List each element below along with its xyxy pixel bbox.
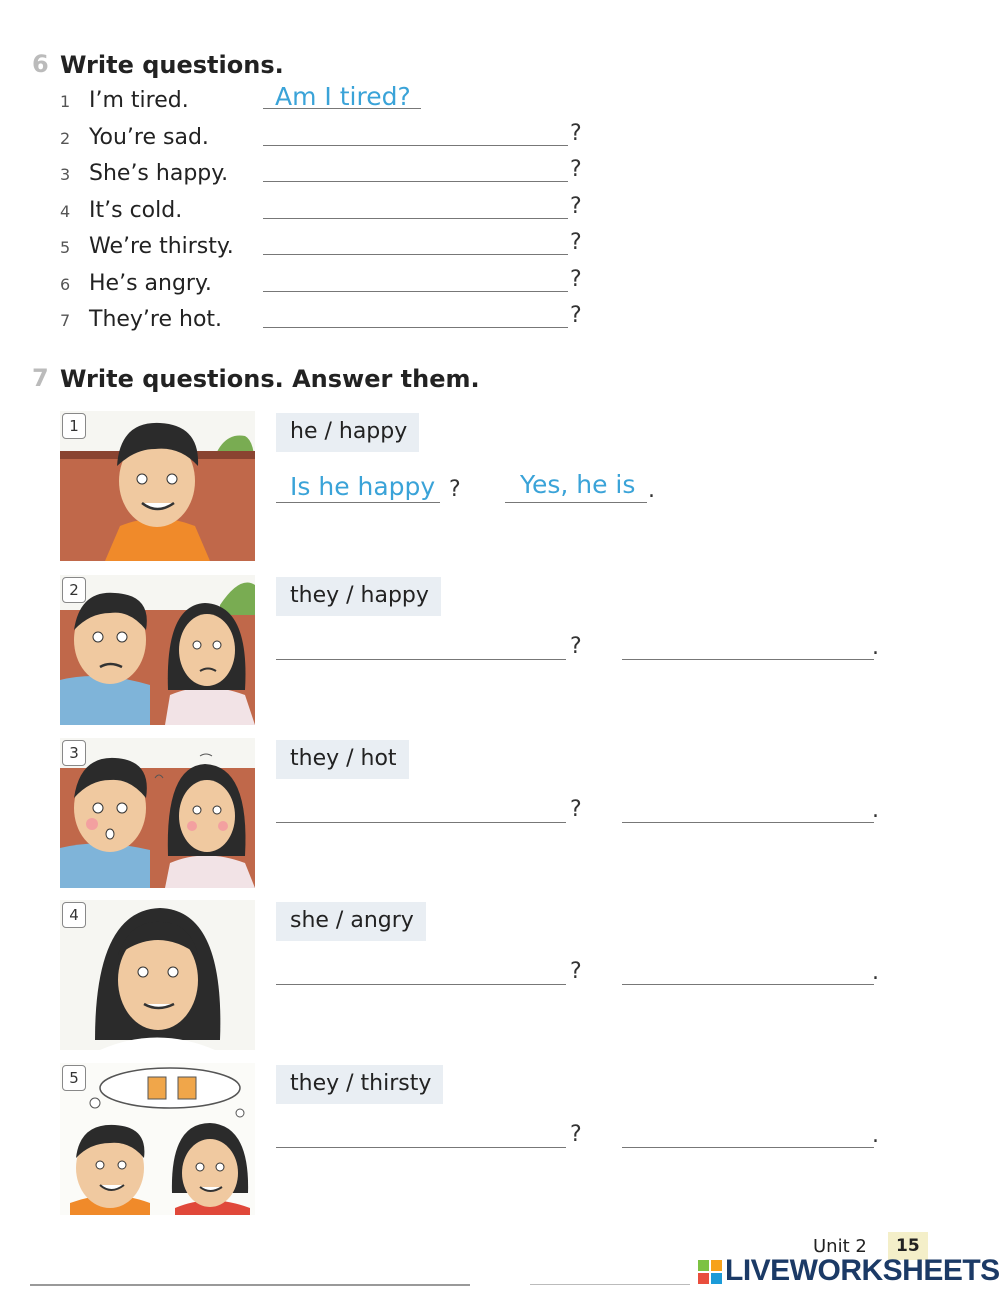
bottom-rule-2	[530, 1284, 690, 1285]
exercise-7-question-input[interactable]	[278, 1119, 568, 1147]
woman-angry-illustration	[60, 900, 255, 1050]
question-mark: ?	[570, 1122, 582, 1147]
exercise-6-item-number: 3	[60, 165, 71, 184]
exercise-6-item-sentence: She’s happy.	[89, 161, 229, 186]
question-mark: ?	[570, 797, 582, 822]
exercise-6-item-number: 5	[60, 238, 71, 257]
couple-sad-illustration	[60, 575, 255, 725]
page-number: 15	[888, 1232, 928, 1260]
question-mark: ?	[570, 230, 582, 255]
exercise-6-answer-input[interactable]	[265, 228, 569, 256]
exercise-6-item-number: 1	[60, 92, 71, 111]
picture-5-kids-thirsty	[60, 1063, 255, 1215]
exercise-7-question-line	[276, 822, 566, 823]
exercise-7-answer-input[interactable]	[624, 956, 874, 984]
exercise-7-prompt-5: they / thirsty	[276, 1065, 443, 1104]
picture-3-couple-hot	[60, 738, 255, 888]
exercise-7-prompt-4: she / angry	[276, 902, 426, 941]
exercise-6-item-sentence: I’m tired.	[89, 88, 189, 113]
question-mark: ?	[570, 634, 582, 659]
exercise-7-question-line	[276, 502, 440, 503]
exercise-6-item-sentence: It’s cold.	[89, 197, 183, 223]
picture-5-number: 5	[62, 1065, 86, 1091]
question-mark: ?	[570, 959, 582, 984]
exercise-7-number: 7	[32, 364, 49, 392]
question-mark: ?	[570, 266, 582, 292]
picture-2-number: 2	[62, 577, 86, 603]
exercise-6-example-answer: Am I tired?	[275, 82, 411, 111]
kids-thirsty-illustration	[60, 1063, 255, 1215]
period-mark: .	[872, 960, 879, 985]
exercise-6-number: 6	[32, 50, 49, 78]
boy-happy-illustration	[60, 411, 255, 561]
exercise-6-answer-input[interactable]	[265, 192, 569, 220]
exercise-6-answer-input[interactable]	[265, 301, 569, 329]
exercise-6-title: Write questions.	[60, 51, 284, 79]
exercise-6-item-sentence: You’re sad.	[89, 124, 209, 150]
exercise-7-answer-line	[622, 984, 874, 985]
picture-1-boy-happy	[60, 411, 255, 561]
exercise-7-answer-line	[622, 822, 874, 823]
couple-hot-illustration	[60, 738, 255, 888]
period-mark: .	[872, 635, 879, 660]
period-mark: .	[648, 478, 655, 503]
period-mark: .	[872, 798, 879, 823]
exercise-7-title: Write questions. Answer them.	[60, 365, 480, 393]
bottom-rule	[30, 1284, 470, 1286]
picture-3-number: 3	[62, 740, 86, 766]
exercise-7-answer-line	[622, 659, 874, 660]
exercise-7-example-question: Is he happy	[290, 472, 436, 501]
exercise-7-answer-input[interactable]	[624, 1119, 874, 1147]
exercise-6-item-sentence: They’re hot.	[89, 307, 223, 332]
exercise-7-example-answer: Yes, he is	[520, 470, 636, 499]
exercise-7-question-line	[276, 1147, 566, 1148]
exercise-7-prompt-2: they / happy	[276, 577, 441, 616]
question-mark: ?	[449, 477, 461, 502]
liveworksheets-logo	[698, 1256, 998, 1288]
exercise-7-question-line	[276, 984, 566, 985]
exercise-7-answer-input[interactable]	[624, 794, 874, 822]
exercise-6-answer-input[interactable]	[265, 119, 569, 147]
unit-label: Unit 2	[813, 1236, 867, 1257]
question-mark: ?	[570, 120, 582, 146]
exercise-7-question-input[interactable]	[278, 794, 568, 822]
picture-4-woman-angry	[60, 900, 255, 1050]
exercise-7-answer-line	[505, 502, 647, 503]
exercise-6-item-sentence: We’re thirsty.	[89, 234, 234, 259]
picture-1-number: 1	[62, 413, 86, 439]
exercise-6-item-number: 2	[60, 128, 71, 148]
liveworksheets-logo-icon	[698, 1260, 722, 1284]
exercise-6-answer-input[interactable]	[265, 265, 569, 293]
period-mark: .	[872, 1123, 879, 1148]
question-mark: ?	[570, 157, 582, 182]
exercise-7-prompt-1: he / happy	[276, 413, 419, 452]
liveworksheets-brand: LIVEWORKSHEETS	[725, 1254, 1000, 1287]
exercise-7-question-input[interactable]	[278, 631, 568, 659]
question-mark: ?	[570, 193, 582, 219]
exercise-7-question-input[interactable]	[278, 956, 568, 984]
exercise-6-item-number: 7	[60, 311, 71, 330]
question-mark: ?	[570, 303, 582, 328]
exercise-7-question-line	[276, 659, 566, 660]
exercise-6-item-number: 4	[60, 201, 71, 221]
exercise-7-answer-line	[622, 1147, 874, 1148]
exercise-6-item-number: 6	[60, 274, 71, 294]
picture-2-couple-sad	[60, 575, 255, 725]
picture-4-number: 4	[62, 902, 86, 928]
exercise-6-answer-input[interactable]	[265, 155, 569, 183]
exercise-7-answer-input[interactable]	[624, 631, 874, 659]
exercise-7-prompt-3: they / hot	[276, 740, 409, 779]
exercise-6-item-sentence: He’s angry.	[89, 270, 212, 296]
